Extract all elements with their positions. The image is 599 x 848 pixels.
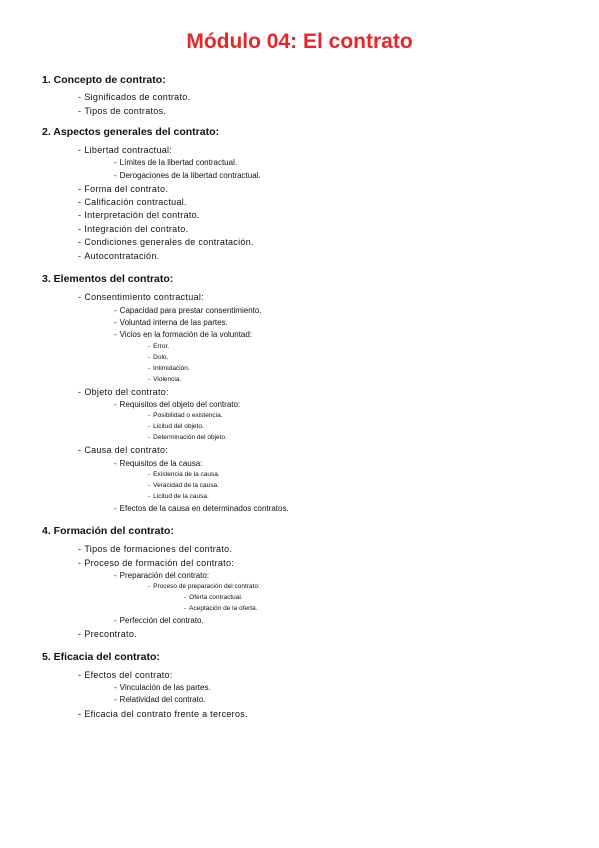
list-item: - Error.	[148, 343, 170, 350]
section-heading-3: 3. Elementos del contrato:	[42, 273, 174, 285]
list-item: - Vinculación de las partes.	[114, 683, 211, 692]
bullet-dash: -	[114, 330, 117, 339]
bullet-dash: -	[114, 306, 117, 315]
list-item: - Dolo.	[148, 354, 169, 361]
bullet-dash: -	[78, 251, 82, 261]
list-item: - Capacidad para prestar consentimiento.	[114, 306, 262, 315]
bullet-dash: -	[114, 616, 117, 625]
list-item: - Objeto del contrato:	[78, 387, 169, 397]
bullet-dash: -	[78, 387, 82, 397]
bullet-dash: -	[78, 210, 82, 220]
bullet-dash: -	[78, 292, 82, 302]
bullet-dash: -	[148, 493, 151, 500]
bullet-dash: -	[78, 670, 82, 680]
bullet-dash: -	[78, 224, 82, 234]
list-item: - Libertad contractual:	[78, 145, 173, 155]
list-item: - Calificación contractual.	[78, 197, 187, 207]
bullet-dash: -	[148, 482, 151, 489]
list-item: - Vicios en la formación de la voluntad:	[114, 330, 253, 339]
bullet-dash: -	[184, 594, 187, 601]
list-item: - Existencia de la causa.	[148, 471, 220, 478]
list-item: - Tipos de contratos.	[78, 106, 167, 116]
section-heading-4: 4. Formación del contrato:	[42, 525, 174, 537]
list-item: - Voluntad interna de las partes.	[114, 318, 228, 327]
bullet-dash: -	[148, 354, 151, 361]
bullet-dash: -	[114, 318, 117, 327]
list-item: - Veracidad de la causa.	[148, 482, 219, 489]
page-title: Módulo 04: El contrato	[186, 30, 413, 53]
list-item: - Eficacia del contrato frente a terceros.	[78, 709, 248, 719]
bullet-dash: -	[78, 92, 82, 102]
bullet-dash: -	[78, 544, 82, 554]
list-item: - Posibilidad o existencia.	[148, 412, 223, 419]
bullet-dash: -	[148, 471, 151, 478]
list-item: - Requisitos de la causa:	[114, 459, 203, 468]
bullet-dash: -	[78, 184, 82, 194]
list-item: - Precontrato.	[78, 629, 137, 639]
bullet-dash: -	[114, 158, 117, 167]
bullet-dash: -	[114, 504, 117, 513]
list-item: - Interpretación del contrato.	[78, 210, 200, 220]
list-item: - Relatividad del contrato.	[114, 695, 206, 704]
bullet-dash: -	[114, 683, 117, 692]
list-item: - Derogaciones de la libertad contractual.	[114, 171, 261, 180]
bullet-dash: -	[148, 583, 151, 590]
bullet-dash: -	[78, 237, 82, 247]
bullet-dash: -	[114, 171, 117, 180]
list-item: - Integración del contrato.	[78, 224, 189, 234]
bullet-dash: -	[114, 459, 117, 468]
list-item: - Licitud de la causa.	[148, 493, 209, 500]
list-item: - Licitud del objeto.	[148, 423, 204, 430]
bullet-dash: -	[114, 400, 117, 409]
bullet-dash: -	[78, 197, 82, 207]
list-item: - Proceso de preparación del contrato:	[148, 583, 260, 590]
list-item: - Forma del contrato.	[78, 184, 169, 194]
list-item: - Significados de contrato.	[78, 92, 191, 102]
list-item: - Condiciones generales de contratación.	[78, 237, 254, 247]
list-item: - Aceptación de la oferta.	[184, 605, 258, 612]
list-item: - Determinación del objeto.	[148, 434, 227, 441]
list-item: - Violencia.	[148, 376, 182, 383]
list-item: - Proceso de formación del contrato:	[78, 558, 235, 568]
bullet-dash: -	[148, 434, 151, 441]
list-item: - Efectos del contrato:	[78, 670, 173, 680]
bullet-dash: -	[148, 423, 151, 430]
bullet-dash: -	[78, 445, 82, 455]
list-item: - Consentimiento contractual:	[78, 292, 204, 302]
bullet-dash: -	[78, 629, 82, 639]
bullet-dash: -	[184, 605, 187, 612]
list-item: - Tipos de formaciones del contrato.	[78, 544, 233, 554]
section-heading-5: 5. Eficacia del contrato:	[42, 651, 160, 663]
bullet-dash: -	[148, 343, 151, 350]
bullet-dash: -	[78, 106, 82, 116]
bullet-dash: -	[78, 145, 82, 155]
list-item: - Autocontratación.	[78, 251, 160, 261]
bullet-dash: -	[148, 365, 151, 372]
list-item: - Perfección del contrato.	[114, 616, 204, 625]
list-item: - Intimidación.	[148, 365, 190, 372]
section-heading-2: 2. Aspectos generales del contrato:	[42, 126, 219, 138]
section-heading-1: 1. Concepto de contrato:	[42, 74, 166, 86]
bullet-dash: -	[148, 376, 151, 383]
list-item: - Límites de la libertad contractual.	[114, 158, 238, 167]
list-item: - Requisitos del objeto del contrato:	[114, 400, 241, 409]
bullet-dash: -	[114, 571, 117, 580]
bullet-dash: -	[114, 695, 117, 704]
list-item: - Causa del contrato:	[78, 445, 169, 455]
list-item: - Efectos de la causa en determinados contratos.	[114, 504, 289, 513]
bullet-dash: -	[148, 412, 151, 419]
bullet-dash: -	[78, 709, 82, 719]
bullet-dash: -	[78, 558, 82, 568]
list-item: - Preparación del contrato:	[114, 571, 210, 580]
list-item: - Oferta contractual.	[184, 594, 243, 601]
